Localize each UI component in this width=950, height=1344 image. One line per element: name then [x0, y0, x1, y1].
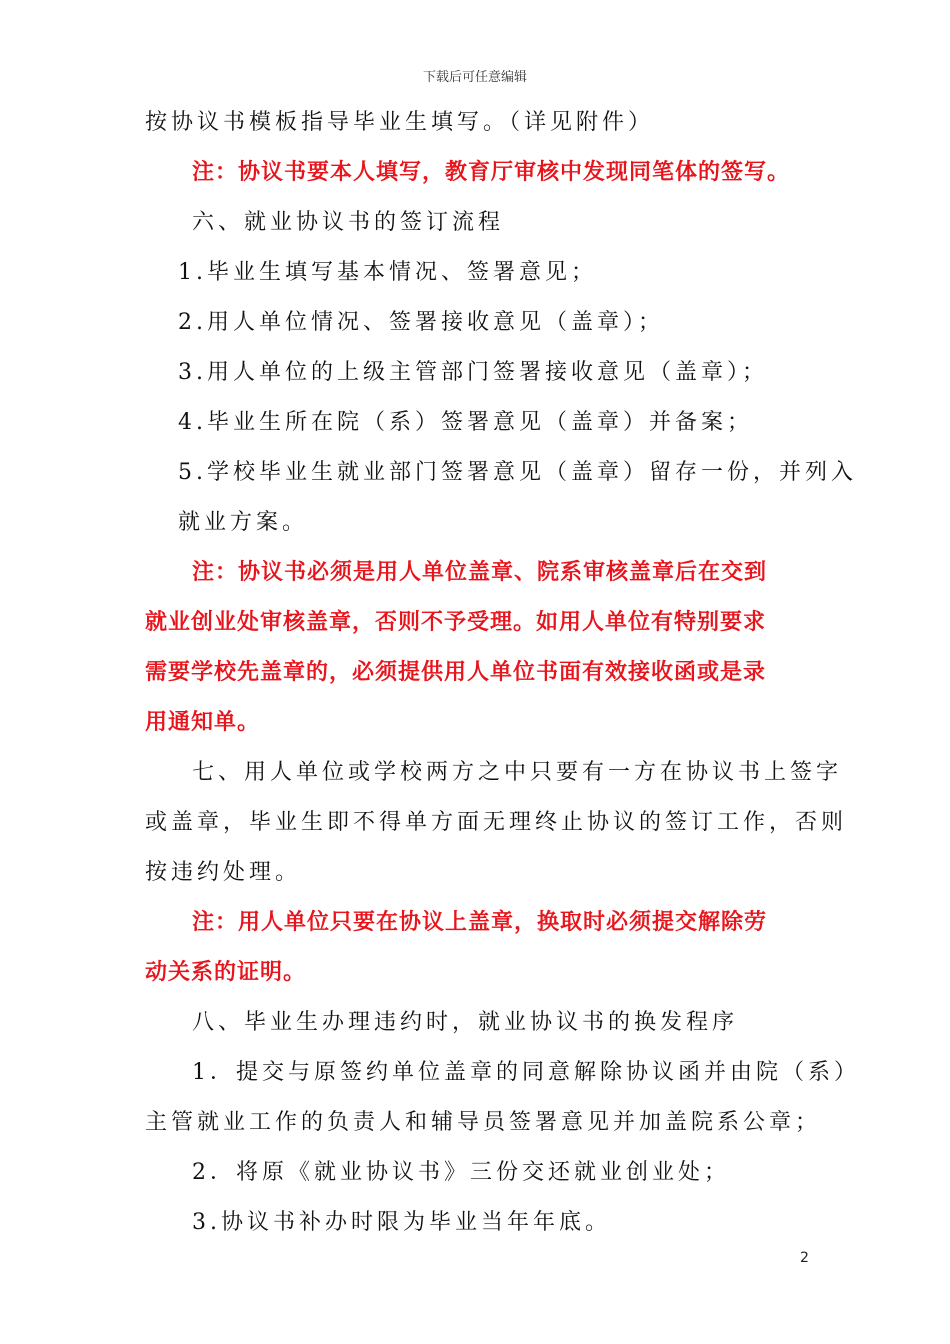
note-line: 动关系的证明。: [145, 960, 307, 985]
list-item: 1．提交与原签约单位盖章的同意解除协议函并由院（系）: [192, 1060, 860, 1085]
body-line: 按违约处理。: [145, 860, 302, 885]
list-item-continuation: 主管就业工作的负责人和辅导员签署意见并加盖院系公章；: [145, 1110, 822, 1135]
note-line: 就业创业处审核盖章，否则不予受理。如用人单位有特别要求: [145, 610, 767, 635]
note-line: 注：用人单位只要在协议上盖章，换取时必须提交解除劳: [192, 910, 768, 935]
section-heading: 七、用人单位或学校两方之中只要有一方在协议书上签字: [192, 760, 843, 785]
page-number: 2: [800, 1250, 809, 1266]
list-item: 3.协议书补办时限为毕业当年年底。: [192, 1210, 611, 1235]
page-header: 下载后可任意编辑: [422, 70, 527, 85]
list-item: 4.毕业生所在院（系）签署意见（盖章）并备案；: [178, 410, 753, 435]
list-item-continuation: 就业方案。: [178, 510, 309, 535]
section-heading: 八、毕业生办理违约时，就业协议书的换发程序: [192, 1010, 739, 1035]
body-line: 按协议书模板指导毕业生填写。（详见附件）: [145, 110, 655, 135]
list-item: 5.学校毕业生就业部门签署意见（盖章）留存一份，并列入: [178, 460, 857, 485]
list-item: 3.用人单位的上级主管部门签署接收意见（盖章）；: [178, 360, 768, 385]
section-heading: 六、就业协议书的签订流程: [192, 210, 505, 235]
note-line: 用通知单。: [145, 710, 261, 735]
note-line: 注：协议书要本人填写，教育厅审核中发现同笔体的签写。: [192, 160, 791, 185]
note-line: 注：协议书必须是用人单位盖章、院系审核盖章后在交到: [192, 560, 768, 585]
body-line: 或盖章，毕业生即不得单方面无理终止协议的签订工作，否则: [145, 810, 848, 835]
note-line: 需要学校先盖章的，必须提供用人单位书面有效接收函或是录: [145, 660, 767, 685]
list-item: 2.用人单位情况、签署接收意见（盖章）；: [178, 310, 664, 335]
list-item: 2．将原《就业协议书》三份交还就业创业处；: [192, 1160, 730, 1185]
list-item: 1.毕业生填写基本情况、签署意见；: [178, 260, 597, 285]
